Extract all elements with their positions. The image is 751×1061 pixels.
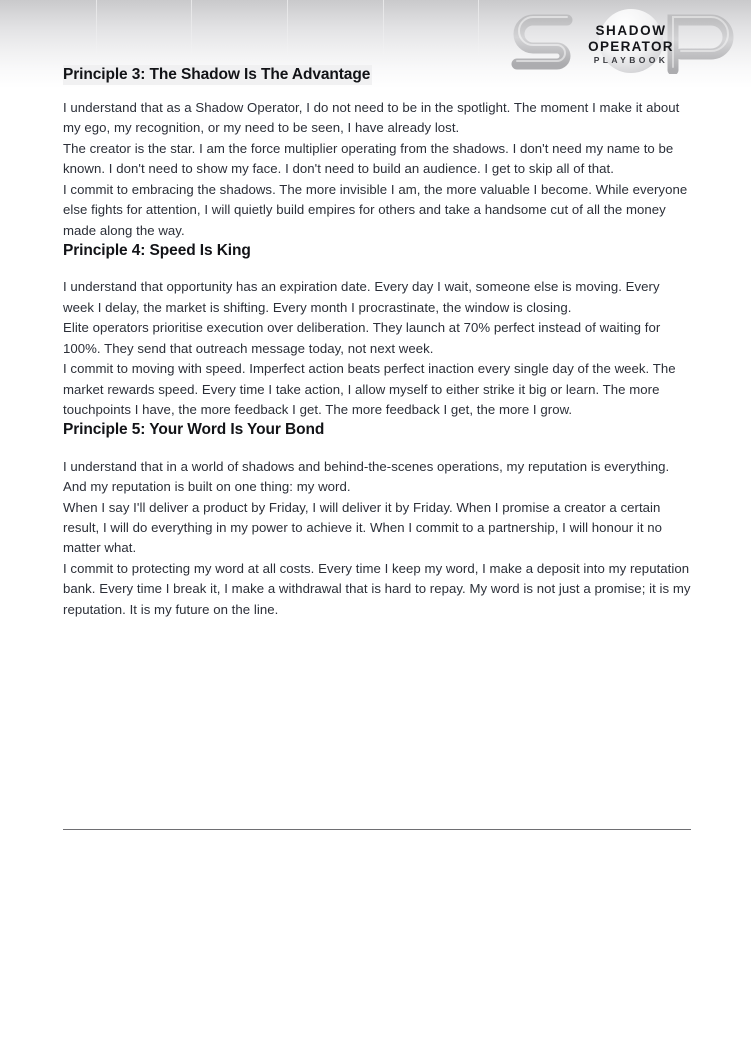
paragraph: I understand that as a Shadow Operator, I do not need to be in the spotlight. The moment I make it about my ego, my recognition, or my need to be seen, I have already lost. xyxy=(63,100,680,136)
paragraph: Elite operators prioritise execution over deliberation. They launch at 70% perfect instead of waiting for 100%. They send that outreach message today, not next week. xyxy=(63,320,661,356)
section-heading-principle-5: Principle 5: Your Word Is Your Bond xyxy=(63,421,325,439)
paragraph: The creator is the star. I am the force multiplier operating from the shadows. I don't need my name to be known. I don't need to show my face. I don't need to build an audience. I get to skip all of that. xyxy=(63,140,674,177)
band-seam xyxy=(96,0,97,60)
brand-line-playbook: PLAYBOOK xyxy=(593,55,669,65)
brand-logo xyxy=(505,8,751,74)
band-seam xyxy=(478,0,479,60)
section-principle-5 xyxy=(63,420,692,620)
paragraph: I commit to embracing the shadows. The more invisible I am, the more valuable I become. While everyone else fights for attention, I will quietly build empires for others and take a handsome cut of all the money made along the way. xyxy=(63,181,688,238)
paragraph: When I say I'll deliver a product by Friday, I will deliver it by Friday. When I promise a creator a certain result, I will do everything in my power to achieve it. When I commit to a partnership, I will honour it no matter what. xyxy=(63,499,663,556)
section-flow xyxy=(63,98,692,620)
paragraph: I commit to moving with speed. Imperfect action beats perfect inaction every single day of the week. The market rewards speed. Every time I take action, I allow myself to either strike it big or learn. The more touchpoints I have, the more feedback I get. The more feedback I get, the more I grow. xyxy=(63,361,676,418)
brand-wordmark xyxy=(567,24,695,65)
section-principle-4 xyxy=(63,241,692,420)
section-heading-principle-4: Principle 4: Speed Is King xyxy=(63,242,251,260)
section-heading-principle-3: Principle 3: The Shadow Is The Advantage xyxy=(63,65,372,85)
band-seam xyxy=(383,0,384,60)
section-divider xyxy=(63,829,691,830)
paragraph: I understand that in a world of shadows and behind-the-scenes operations, my reputation is everything. And my reputation is built on one thing: my word. xyxy=(63,458,670,495)
band-seam xyxy=(287,0,288,60)
brand-line-shadow: SHADOW xyxy=(595,23,667,38)
band-seam xyxy=(191,0,192,60)
section-principle-3 xyxy=(63,98,692,241)
paragraph: I commit to protecting my word at all costs. Every time I keep my word, I make a deposit into my reputation bank. Every time I break it, I make a withdrawal that is hard to repay. My word is not just a promise; it is my reputation. It is my future on the line. xyxy=(63,560,691,617)
paragraph: I understand that opportunity has an expiration date. Every day I wait, someone else is moving. Every week I delay, the market is shifting. Every month I procrastinate, the window is closing. xyxy=(63,279,660,315)
brand-line-operator: OPERATOR xyxy=(588,38,674,54)
